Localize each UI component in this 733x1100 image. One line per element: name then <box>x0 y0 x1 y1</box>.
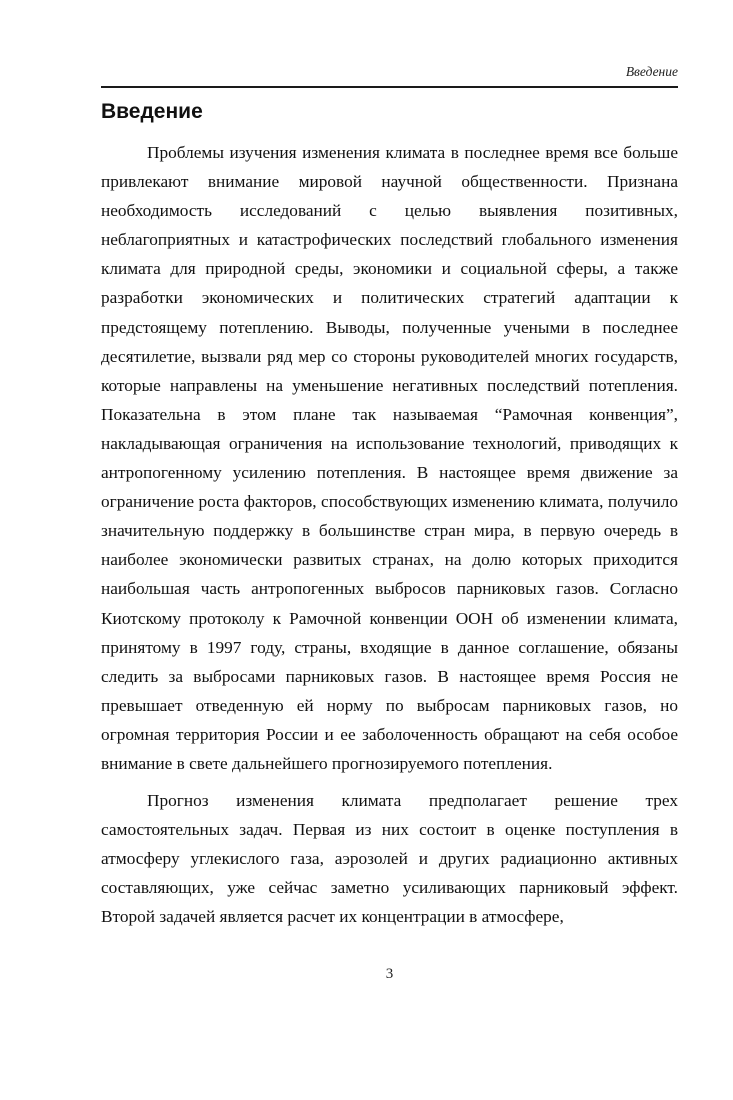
section-title: Введение <box>101 100 203 123</box>
paragraph-2: Прогноз изменения климата предполагает решение трех самостоятельных задач. Первая из них состоит в оценке поступления в атмосферу углекислого газа, аэрозолей и других радиационно активных составляющих, уже сейчас заметно усиливающих парниковый эффект. Второй задачей является расчет их концентрации в атмосфере, <box>101 791 678 927</box>
header-rule <box>101 86 678 88</box>
body-text <box>101 138 678 932</box>
page-number: 3 <box>385 966 394 982</box>
running-header: Введение <box>625 64 678 79</box>
paragraph-1: Проблемы изучения изменения климата в последнее время все больше привлекают внимание мировой научной общественности. Признана необходимость исследований с целью выявления позитивных, неблагоприятных и катастрофических последствий глобального изменения климата для природной среды, экономики и социальной сферы, а также разработки экономических и политических стратегий адаптации к предстоящему потеплению. Выводы, полученные учеными в последнее десятилетие, вызвали ряд мер со стороны руководителей многих государств, которые направлены на уменьшение негативных последствий потепления. Показательна в этом плане так называемая “Рамочная конвенция”, накладывающая ограничения на использование технологий, приводящих к антропогенному усилению потепления. В настоящее время движение за ограничение роста факторов, способствующих изменению климата, получило значительную поддержку в большинстве стран мира, в первую очередь в наиболее экономически развитых странах, на долю которых приходится наибольшая часть антропогенных выбросов парниковых газов. Согласно Киотскому протоколу к Рамочной конвенции ООН об изменении климата, принятому в 1997 году, страны, входящие в данное соглашение, обязаны следить за выбросами парниковых газов. В настоящее время Россия не превышает отведенную ей норму по выбросам парниковых газов, но огромная территория России и ее заболоченность обращают на себя особое внимание в свете дальнейшего прогнозируемого потепления. <box>101 143 678 773</box>
